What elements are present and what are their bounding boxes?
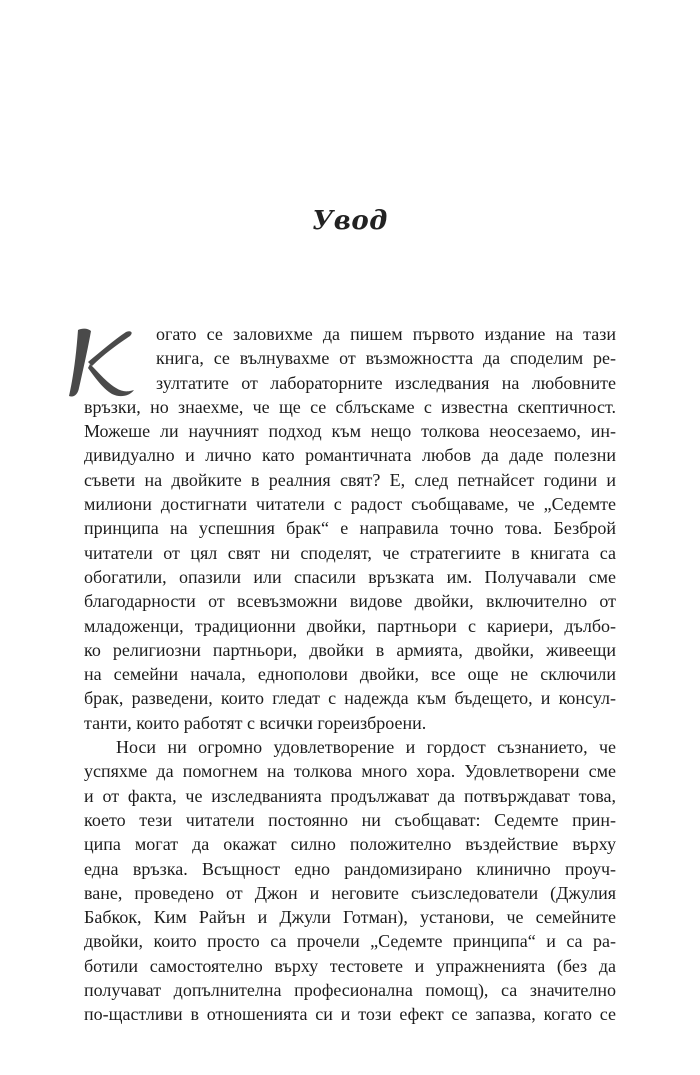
text-line: младоженци, традиционни двойки, партньори с кариери, дълбо-	[84, 615, 616, 636]
paragraph-1	[84, 322, 616, 735]
chapter-title: Увод	[312, 206, 388, 236]
text-line: принципа на успешния брак“ е направила точно това. Безброй	[84, 518, 616, 539]
paragraph-2	[84, 735, 616, 1027]
text-line: Носи ни огромно удовлетворение и гордост съзнанието, че	[116, 737, 616, 758]
text-line: Бабкок, Ким Райън и Джули Готман), установи, че семейните	[84, 907, 616, 928]
text-line: което тези читатели постоянно ни съобщават: Седемте прин-	[84, 809, 616, 830]
text-line: съвети на двойките в реалния свят? Е, след петнайсет години и	[84, 469, 616, 490]
text-line: Можеше ли научният подход към нещо толкова неосезаемо, ин-	[84, 421, 616, 442]
text-line: зултатите от лабораторните изследвания на любовните	[156, 372, 616, 393]
text-line: ко религиозни партньори, двойки в армията, двойки, живеещи	[84, 639, 616, 660]
text-line: ване, проведено от Джон и неговите съизследователи (Джулия	[84, 882, 616, 903]
text-line: милиони достигнати читатели с радост съобщаваме, че „Седемте	[84, 494, 616, 515]
text-line: по-щастливи в отношенията си и този ефект се запазва, когато се	[84, 1004, 616, 1025]
text-line: успяхме да помогнем на толкова много хора. Удовлетворени сме	[84, 761, 616, 782]
text-line: една връзка. Всъщност едно рандомизирано клинично проуч-	[84, 858, 616, 879]
text-line: книга, се вълнувахме от възможността да споделим ре-	[156, 348, 616, 369]
text-line: огато се заловихме да пишем първото издание на тази	[156, 324, 616, 344]
text-line: ботили самостоятелно върху тестовете и упражненията (без да	[84, 955, 616, 976]
text-line: обогатили, опазили или спасили връзката им. Получавали сме	[84, 566, 616, 587]
text-line: танти, които работят с всички гореизброени.	[84, 712, 427, 733]
text-line: дивидуално и лично като романтичната любов да даде полезни	[84, 445, 616, 466]
body-text	[84, 322, 616, 1027]
text-line: на семейни начала, еднополови двойки, все още не сключили	[84, 664, 616, 685]
text-line: връзки, но знаехме, че ще се сблъскаме с известна скептичност.	[84, 396, 616, 417]
text-line: получават допълнителна професионална помощ), са значително	[84, 980, 616, 1001]
text-line: и от факта, че изследванията продължават да потвърждават това,	[84, 785, 616, 806]
text-line: читатели от цял свят ни споделят, че стратегиите в книгата са	[84, 542, 616, 563]
text-line: благодарности от всевъзможни видове двойки, включително от	[84, 591, 616, 612]
text-line: брак, разведени, които гледат с надежда към бъдещето, и консул-	[84, 688, 616, 709]
text-line: ципа могат да окажат силно положително въздействие върху	[84, 834, 616, 855]
text-line: двойки, които просто са прочели „Седемте принципа“ и са ра-	[84, 931, 616, 952]
